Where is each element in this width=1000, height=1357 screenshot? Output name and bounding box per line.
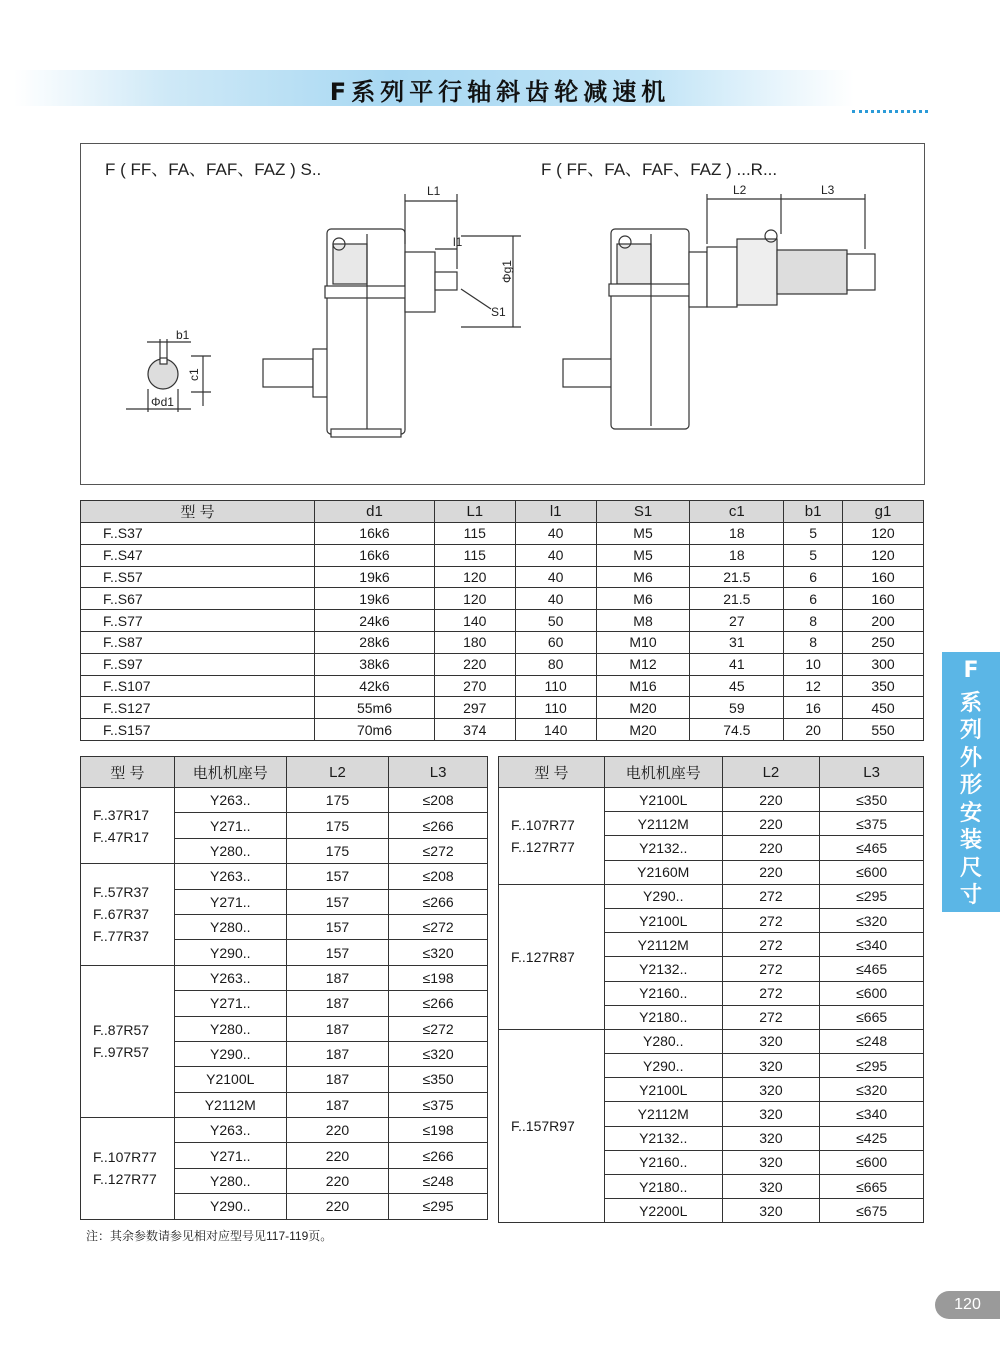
table-cell: 74.5 <box>690 719 784 741</box>
table-cell: ≤675 <box>820 1199 924 1223</box>
table-cell: F..S87 <box>81 631 315 653</box>
model-name: F..57R37 <box>93 884 150 901</box>
table-cell: Y280.. <box>604 1029 722 1053</box>
table-cell: 16k6 <box>315 544 435 566</box>
table-cell: 550 <box>843 719 924 741</box>
table-cell: 38k6 <box>315 653 435 675</box>
table-cell: 40 <box>515 566 596 588</box>
model-name: F..87R57 <box>93 1022 150 1039</box>
table-cell: M8 <box>596 610 690 632</box>
column-header: b1 <box>784 501 843 523</box>
table-cell: F..S67 <box>81 588 315 610</box>
table-cell: 19k6 <box>315 566 435 588</box>
table-cell: Y2112M <box>604 933 722 957</box>
model-name: F..67R37 <box>93 906 150 923</box>
side-tab-char: 装 <box>959 828 982 853</box>
drawing-svg <box>81 144 924 484</box>
table-cell: 320 <box>722 1126 820 1150</box>
table-cell: Y2112M <box>174 1092 286 1117</box>
side-tab-char: 寸 <box>959 883 982 908</box>
table-cell: 140 <box>515 719 596 741</box>
table-cell: 6 <box>784 588 843 610</box>
table-cell: ≤248 <box>820 1029 924 1053</box>
table-cell: F..S47 <box>81 544 315 566</box>
table-cell: F..S157 <box>81 719 315 741</box>
label-L1: L1 <box>427 184 441 198</box>
side-tab-char: F <box>963 658 979 683</box>
table-cell: Y2132.. <box>604 957 722 981</box>
table-cell: ≤198 <box>389 965 488 990</box>
table-row <box>81 965 488 990</box>
table-cell: ≤248 <box>389 1168 488 1193</box>
table-cell: 320 <box>722 1199 820 1223</box>
table-cell: 120 <box>434 566 515 588</box>
table-cell: 31 <box>690 631 784 653</box>
table-cell: 24k6 <box>315 610 435 632</box>
model-group-cell <box>499 884 605 1029</box>
model-group-cell <box>499 1029 605 1223</box>
table-cell: F..S127 <box>81 697 315 719</box>
table-cell: 320 <box>722 1054 820 1078</box>
column-header: 电机机座号 <box>174 757 286 788</box>
table-cell: 27 <box>690 610 784 632</box>
table-cell: Y280.. <box>174 1016 286 1041</box>
side-tab-char: 形 <box>959 773 982 798</box>
table-cell: Y280.. <box>174 1168 286 1193</box>
table-cell: M5 <box>596 523 690 545</box>
table-cell: ≤272 <box>389 914 488 939</box>
table-row <box>81 1118 488 1143</box>
table-cell: ≤272 <box>389 838 488 863</box>
table-cell: 28k6 <box>315 631 435 653</box>
table-cell: 20 <box>784 719 843 741</box>
table-cell: ≤208 <box>389 864 488 889</box>
table-cell: 187 <box>286 1041 389 1066</box>
column-header: L1 <box>434 501 515 523</box>
table-cell: F..S77 <box>81 610 315 632</box>
table-cell: F..S97 <box>81 653 315 675</box>
model-name: F..77R37 <box>93 928 150 945</box>
table-cell: 60 <box>515 631 596 653</box>
table-cell: Y271.. <box>174 889 286 914</box>
label-L2: L2 <box>733 183 747 197</box>
table-cell: M6 <box>596 588 690 610</box>
label-S1: S1 <box>491 305 506 319</box>
table-cell: Y2132.. <box>604 836 722 860</box>
label-L3: L3 <box>821 183 835 197</box>
table-cell: 272 <box>722 933 820 957</box>
table-cell: Y271.. <box>174 1143 286 1168</box>
page-title: F系列平行轴斜齿轮减速机 <box>329 78 671 106</box>
table-cell: Y271.. <box>174 813 286 838</box>
table-cell: F..S57 <box>81 566 315 588</box>
label-c1: c1 <box>187 368 201 381</box>
table-cell: ≤465 <box>820 957 924 981</box>
table-cell: M16 <box>596 675 690 697</box>
table-cell: Y2100L <box>604 908 722 932</box>
motor-table-left-header <box>81 757 488 788</box>
table-cell: 160 <box>843 566 924 588</box>
table-cell: ≤295 <box>820 884 924 908</box>
table-cell: ≤350 <box>389 1067 488 1092</box>
table-cell: M6 <box>596 566 690 588</box>
column-header: g1 <box>843 501 924 523</box>
table-cell: ≤320 <box>389 1041 488 1066</box>
table-cell: 16k6 <box>315 523 435 545</box>
table-cell: 8 <box>784 610 843 632</box>
column-header: 型 号 <box>81 757 175 788</box>
table-cell: Y2160M <box>604 860 722 884</box>
table-cell: ≤425 <box>820 1126 924 1150</box>
table-cell: 18 <box>690 544 784 566</box>
motor-table-right-header <box>499 757 924 788</box>
table-cell: ≤208 <box>389 788 488 813</box>
table-cell: ≤266 <box>389 1143 488 1168</box>
table-cell: 180 <box>434 631 515 653</box>
caption-s-type: F ( FF、FA、FAF、FAZ ) S.. <box>105 160 322 179</box>
column-header: l1 <box>515 501 596 523</box>
table-cell: 220 <box>722 812 820 836</box>
table-cell: 5 <box>784 523 843 545</box>
column-header: L2 <box>286 757 389 788</box>
table-cell: 157 <box>286 889 389 914</box>
table-cell: 12 <box>784 675 843 697</box>
table-cell: 55m6 <box>315 697 435 719</box>
table-cell: 320 <box>722 1029 820 1053</box>
table-cell: Y2100L <box>604 1078 722 1102</box>
footnote: 注：其余参数请参见相对应型号见117-119页。 <box>86 1229 333 1243</box>
column-header: 型 号 <box>499 757 605 788</box>
table-cell: 120 <box>843 544 924 566</box>
table-cell: Y263.. <box>174 965 286 990</box>
label-g1: Φg1 <box>500 260 514 283</box>
table-cell: 272 <box>722 884 820 908</box>
model-name: F..127R77 <box>93 1171 157 1188</box>
table-cell: 70m6 <box>315 719 435 741</box>
table-cell: ≤600 <box>820 1150 924 1174</box>
table-row <box>81 788 488 813</box>
table-cell: 120 <box>843 523 924 545</box>
motor-table-left <box>80 756 488 1220</box>
table-row <box>81 588 924 610</box>
table-cell: M5 <box>596 544 690 566</box>
label-b1: b1 <box>176 328 190 342</box>
table-cell: 5 <box>784 544 843 566</box>
table-cell: Y2180.. <box>604 1005 722 1029</box>
table-cell: 300 <box>843 653 924 675</box>
table-cell: ≤350 <box>820 788 924 812</box>
table-cell: Y263.. <box>174 1118 286 1143</box>
table-cell: 272 <box>722 908 820 932</box>
table-cell: 272 <box>722 957 820 981</box>
table-cell: ≤600 <box>820 860 924 884</box>
table-cell: Y280.. <box>174 838 286 863</box>
table-row <box>81 610 924 632</box>
table-cell: ≤320 <box>820 908 924 932</box>
table-cell: ≤295 <box>389 1194 488 1219</box>
table-cell: 175 <box>286 838 389 863</box>
table-cell: 45 <box>690 675 784 697</box>
side-tab-char: 外 <box>959 745 982 771</box>
table-cell: 350 <box>843 675 924 697</box>
table-cell: ≤295 <box>820 1054 924 1078</box>
table-cell: 220 <box>722 860 820 884</box>
table-cell: 187 <box>286 1016 389 1041</box>
table-cell: 16 <box>784 697 843 719</box>
table-cell: Y290.. <box>604 884 722 908</box>
model-name: F..107R77 <box>511 816 575 833</box>
table-cell: Y2100L <box>604 788 722 812</box>
table-cell: ≤320 <box>389 940 488 965</box>
table-cell: 120 <box>434 588 515 610</box>
table-cell: Y263.. <box>174 788 286 813</box>
model-group-cell <box>81 788 175 864</box>
table-cell: 187 <box>286 1067 389 1092</box>
table-cell: ≤665 <box>820 1005 924 1029</box>
table-cell: 160 <box>843 588 924 610</box>
table-row <box>81 631 924 653</box>
model-name: F..157R97 <box>511 1118 575 1135</box>
page-number: 120 <box>935 1291 1000 1319</box>
table-cell: ≤600 <box>820 981 924 1005</box>
table-row <box>81 523 924 545</box>
table-cell: Y2200L <box>604 1199 722 1223</box>
table-cell: Y2180.. <box>604 1175 722 1199</box>
table-cell: 320 <box>722 1150 820 1174</box>
column-header: L3 <box>820 757 924 788</box>
spec-table <box>80 500 924 741</box>
table-cell: Y2100L <box>174 1067 286 1092</box>
table-cell: 40 <box>515 544 596 566</box>
table-row <box>499 788 924 812</box>
table-cell: Y2160.. <box>604 1150 722 1174</box>
model-group-cell <box>81 1118 175 1220</box>
side-tab-char: 安 <box>959 800 982 826</box>
column-header: L2 <box>722 757 820 788</box>
table-cell: 110 <box>515 675 596 697</box>
table-cell: 6 <box>784 566 843 588</box>
side-tab-char: 系 <box>959 690 982 716</box>
table-cell: 320 <box>722 1175 820 1199</box>
table-cell: 42k6 <box>315 675 435 697</box>
table-cell: 175 <box>286 788 389 813</box>
table-row <box>81 653 924 675</box>
table-cell: ≤465 <box>820 836 924 860</box>
table-cell: 157 <box>286 914 389 939</box>
table-cell: 200 <box>843 610 924 632</box>
side-tab-char: 列 <box>959 718 982 743</box>
table-cell: Y290.. <box>604 1054 722 1078</box>
table-cell: Y263.. <box>174 864 286 889</box>
table-cell: 115 <box>434 544 515 566</box>
table-cell: F..S37 <box>81 523 315 545</box>
column-header: 电机机座号 <box>604 757 722 788</box>
table-cell: 450 <box>843 697 924 719</box>
table-cell: 272 <box>722 981 820 1005</box>
table-cell: 187 <box>286 991 389 1016</box>
table-cell: M10 <box>596 631 690 653</box>
table-cell: ≤266 <box>389 991 488 1016</box>
table-cell: 220 <box>286 1143 389 1168</box>
model-group-cell <box>81 965 175 1117</box>
gear-unit-r <box>563 229 875 429</box>
table-cell: 40 <box>515 588 596 610</box>
table-cell: 320 <box>722 1078 820 1102</box>
table-row <box>81 675 924 697</box>
column-header: L3 <box>389 757 488 788</box>
table-cell: 220 <box>722 788 820 812</box>
table-cell: ≤375 <box>820 812 924 836</box>
table-cell: 40 <box>515 523 596 545</box>
table-row <box>499 884 924 908</box>
side-tab-char: 尺 <box>959 855 982 881</box>
column-header: d1 <box>315 501 435 523</box>
spec-table-header <box>81 501 924 523</box>
table-cell: ≤320 <box>820 1078 924 1102</box>
table-cell: 8 <box>784 631 843 653</box>
table-cell: 187 <box>286 965 389 990</box>
table-cell: ≤375 <box>389 1092 488 1117</box>
table-cell: 50 <box>515 610 596 632</box>
table-cell: 18 <box>690 523 784 545</box>
table-cell: 157 <box>286 864 389 889</box>
table-cell: 19k6 <box>315 588 435 610</box>
table-cell: 320 <box>722 1102 820 1126</box>
table-cell: 220 <box>286 1194 389 1219</box>
table-row <box>81 719 924 741</box>
model-name: F..127R87 <box>511 948 575 965</box>
table-cell: 10 <box>784 653 843 675</box>
model-group-cell <box>81 864 175 966</box>
table-row <box>81 544 924 566</box>
table-cell: 140 <box>434 610 515 632</box>
model-name: F..37R17 <box>93 806 150 823</box>
model-group-cell <box>499 788 605 885</box>
dimension-drawing <box>80 143 925 485</box>
header-decoration <box>852 110 928 123</box>
table-cell: Y290.. <box>174 1194 286 1219</box>
table-cell: 220 <box>286 1168 389 1193</box>
column-header: 型 号 <box>81 501 315 523</box>
table-cell: 59 <box>690 697 784 719</box>
table-cell: Y280.. <box>174 914 286 939</box>
table-cell: 41 <box>690 653 784 675</box>
model-name: F..47R17 <box>93 828 150 845</box>
table-cell: 80 <box>515 653 596 675</box>
table-cell: Y2132.. <box>604 1126 722 1150</box>
caption-r-type: F ( FF、FA、FAF、FAZ ) ...R... <box>541 160 778 179</box>
table-cell: ≤198 <box>389 1118 488 1143</box>
table-row <box>81 566 924 588</box>
motor-table-right <box>498 756 924 1223</box>
gear-unit-s <box>263 229 457 437</box>
model-name: F..107R77 <box>93 1149 157 1166</box>
table-cell: 115 <box>434 523 515 545</box>
table-cell: ≤266 <box>389 813 488 838</box>
table-cell: Y271.. <box>174 991 286 1016</box>
column-header: S1 <box>596 501 690 523</box>
label-l1: l1 <box>453 235 463 249</box>
table-cell: 110 <box>515 697 596 719</box>
table-cell: 220 <box>286 1118 389 1143</box>
table-cell: ≤665 <box>820 1175 924 1199</box>
table-cell: 272 <box>722 1005 820 1029</box>
table-cell: Y290.. <box>174 940 286 965</box>
table-cell: ≤266 <box>389 889 488 914</box>
table-cell: 220 <box>722 836 820 860</box>
model-name: F..127R77 <box>511 838 575 855</box>
table-cell: Y2160.. <box>604 981 722 1005</box>
table-cell: 297 <box>434 697 515 719</box>
table-row <box>81 697 924 719</box>
table-cell: F..S107 <box>81 675 315 697</box>
table-row <box>81 864 488 889</box>
table-cell: ≤272 <box>389 1016 488 1041</box>
table-cell: Y2112M <box>604 1102 722 1126</box>
table-cell: M20 <box>596 719 690 741</box>
table-row <box>499 1029 924 1053</box>
table-cell: 270 <box>434 675 515 697</box>
table-cell: M12 <box>596 653 690 675</box>
table-cell: 250 <box>843 631 924 653</box>
section-side-tab <box>942 652 1000 912</box>
table-cell: M20 <box>596 697 690 719</box>
table-cell: 374 <box>434 719 515 741</box>
table-cell: 21.5 <box>690 566 784 588</box>
model-name: F..97R57 <box>93 1044 150 1061</box>
table-cell: 157 <box>286 940 389 965</box>
table-cell: 175 <box>286 813 389 838</box>
table-cell: 21.5 <box>690 588 784 610</box>
table-cell: Y290.. <box>174 1041 286 1066</box>
table-cell: 187 <box>286 1092 389 1117</box>
table-cell: ≤340 <box>820 933 924 957</box>
label-d1: Φd1 <box>151 395 174 409</box>
column-header: c1 <box>690 501 784 523</box>
table-cell: Y2112M <box>604 812 722 836</box>
table-cell: 220 <box>434 653 515 675</box>
table-cell: ≤340 <box>820 1102 924 1126</box>
